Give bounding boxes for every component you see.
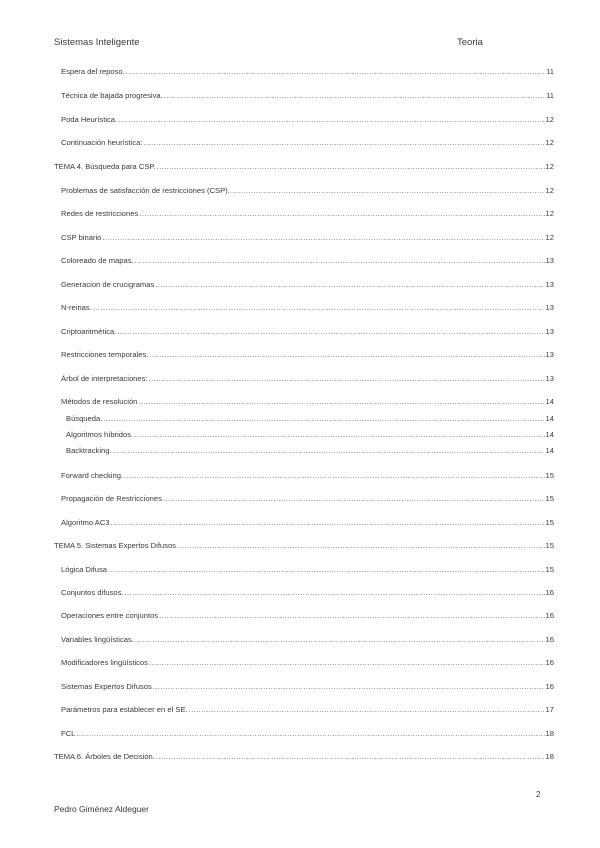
toc-dot-leader — [231, 186, 545, 196]
toc-entry[interactable] — [61, 280, 554, 290]
toc-dot-leader — [139, 209, 544, 219]
toc-entry-title: Algoritmo AC3 — [61, 518, 110, 527]
toc-dot-leader — [132, 430, 545, 440]
toc-entry-title: Coloreado de mapas. — [61, 256, 134, 265]
toc-entry-title: Redes de restricciones — [61, 209, 139, 218]
toc-dot-leader — [149, 374, 545, 384]
toc-entry[interactable] — [61, 494, 554, 504]
toc-entry[interactable] — [66, 446, 554, 456]
toc-entry[interactable] — [61, 705, 554, 715]
toc-entry[interactable] — [54, 541, 554, 551]
toc-entry-page: 16 — [545, 588, 554, 597]
toc-entry-title: FCL — [61, 729, 76, 738]
toc-entry-page: 12 — [545, 209, 554, 218]
footer-author: Pedro Giménez Aldeguer — [54, 804, 149, 814]
toc-dot-leader — [126, 67, 545, 77]
toc-dot-leader — [155, 280, 544, 290]
toc-dot-leader — [177, 541, 545, 551]
toc-entry-page: 13 — [545, 303, 554, 312]
toc-entry[interactable] — [61, 682, 554, 692]
toc-entry[interactable] — [61, 327, 554, 337]
toc-entry-page: 12 — [545, 138, 554, 147]
toc-dot-leader — [111, 518, 545, 528]
toc-entry[interactable] — [61, 397, 554, 407]
toc-entry-title: TEMA 6. Árboles de Decisión. — [54, 752, 155, 761]
toc-entry[interactable] — [61, 91, 554, 101]
toc-entry-page: 11 — [546, 91, 554, 100]
toc-entry-title: Búsqueda. — [66, 414, 103, 423]
toc-entry-title: Técnica de bajada progresiva. — [61, 91, 163, 100]
toc-dot-leader — [76, 729, 544, 739]
toc-dot-leader — [143, 138, 544, 148]
toc-entry-page: 14 — [545, 397, 554, 406]
toc-entry-title: Forward checking. — [61, 471, 124, 480]
toc-entry-title: Espera del reposo. — [61, 67, 125, 76]
toc-entry-page: 12 — [545, 115, 554, 124]
toc-entry-page: 13 — [545, 256, 554, 265]
toc-entry-title: Operaciones entre conjuntos — [61, 611, 159, 620]
toc-entry-page: 13 — [545, 327, 554, 336]
toc-entry-title: Modificadores lingüísticos — [61, 658, 148, 667]
toc-entry-title: Propagación de Restricciones — [61, 494, 162, 503]
toc-entry-title: Conjuntos difusos. — [61, 588, 124, 597]
toc-dot-leader — [124, 588, 544, 598]
toc-entry[interactable] — [61, 350, 554, 360]
toc-dot-leader — [113, 446, 545, 456]
toc-dot-leader — [93, 303, 545, 313]
toc-entry-page: 13 — [545, 374, 554, 383]
toc-entry-page: 11 — [546, 67, 554, 76]
toc-dot-leader — [138, 397, 544, 407]
toc-dot-leader — [118, 115, 544, 125]
toc-entry[interactable] — [61, 115, 554, 125]
toc-dot-leader — [157, 162, 545, 172]
toc-entry-title: Variables lingüísticas. — [61, 635, 134, 644]
toc-entry[interactable] — [66, 430, 554, 440]
toc-entry-title: Generacion de crucigramas — [61, 280, 155, 289]
toc-entry-title: TEMA 5. Sistemas Expertos Difusos — [54, 541, 176, 550]
toc-entry-title: Restricciones temporales. — [61, 350, 149, 359]
header-section-label: Teoria — [457, 37, 483, 48]
toc-entry[interactable] — [61, 518, 554, 528]
toc-entry-page: 14 — [545, 414, 554, 423]
toc-entry-page: 14 — [545, 430, 554, 439]
toc-entry-page: 16 — [545, 611, 554, 620]
toc-entry-title: N-reinas. — [61, 303, 92, 312]
toc-dot-leader — [164, 91, 545, 101]
toc-dot-leader — [156, 752, 545, 762]
toc-entry-page: 12 — [545, 186, 554, 195]
toc-entry[interactable] — [61, 186, 554, 196]
toc-entry-page: 16 — [545, 658, 554, 667]
toc-entry[interactable] — [61, 374, 554, 384]
toc-entry-title: Problemas de satisfacción de restricciones (CSP). — [61, 186, 230, 195]
toc-entry-title: TEMA 4. Búsqueda para CSP. — [54, 162, 156, 171]
toc-entry-page: 14 — [545, 446, 554, 455]
toc-entry-page: 15 — [545, 565, 554, 574]
toc-entry-title: Backtracking. — [66, 446, 112, 455]
toc-entry-page: 15 — [545, 494, 554, 503]
toc-dot-leader — [124, 471, 545, 481]
toc-entry-page: 16 — [545, 635, 554, 644]
toc-entry-page: 15 — [545, 541, 554, 550]
toc-entry[interactable] — [54, 752, 554, 762]
toc-entry-title: Algoritmos híbridos — [66, 430, 131, 439]
toc-dot-leader — [108, 565, 545, 575]
toc-entry-page: 16 — [545, 682, 554, 691]
toc-entry-page: 17 — [545, 705, 554, 714]
toc-dot-leader — [103, 414, 544, 424]
toc-entry[interactable] — [61, 611, 554, 621]
toc-entry-title: Parámetros para establecer en el SE. — [61, 705, 188, 714]
toc-entry-title: Métodos de resolución — [61, 397, 138, 406]
toc-dot-leader — [135, 256, 545, 266]
toc-entry-page: 18 — [545, 752, 554, 761]
toc-entry-title: Criptoaritmética. — [61, 327, 117, 336]
toc-entry-title: Árbol de interpretaciones: — [61, 374, 148, 383]
toc-entry-page: 12 — [545, 233, 554, 242]
toc-entry[interactable] — [61, 565, 554, 575]
toc-dot-leader — [153, 682, 545, 692]
toc-entry[interactable] — [61, 303, 554, 313]
toc-dot-leader — [159, 611, 544, 621]
toc-dot-leader — [189, 705, 545, 715]
toc-entry[interactable] — [61, 658, 554, 668]
toc-dot-leader — [149, 658, 545, 668]
toc-entry[interactable] — [66, 414, 554, 424]
toc-entry-page: 13 — [545, 280, 554, 289]
toc-entry-page: 13 — [545, 350, 554, 359]
toc-entry[interactable] — [61, 209, 554, 219]
toc-entry-title: Lógica Difusa — [61, 565, 108, 574]
toc-entry[interactable] — [61, 729, 554, 739]
header-document-title: Sistemas Inteligente — [54, 37, 140, 48]
toc-entry-title: Continuación heurística: — [61, 138, 143, 147]
toc-entry-title: Sistemas Expertos Difusos — [61, 682, 152, 691]
toc-entry-page: 18 — [545, 729, 554, 738]
toc-entry-page: 15 — [545, 471, 554, 480]
toc-dot-leader — [149, 350, 544, 360]
toc-entry[interactable] — [61, 138, 554, 148]
toc-dot-leader — [102, 233, 544, 243]
toc-entry[interactable] — [61, 635, 554, 645]
toc-entry[interactable] — [54, 162, 554, 172]
toc-entry-title: CSP binario — [61, 233, 102, 242]
toc-entry-page: 15 — [545, 518, 554, 527]
toc-dot-leader — [117, 327, 544, 337]
page-number: 2 — [536, 790, 541, 799]
toc-entry[interactable] — [61, 67, 554, 77]
toc-entry[interactable] — [61, 256, 554, 266]
toc-entry[interactable] — [61, 471, 554, 481]
toc-dot-leader — [163, 494, 545, 504]
toc-entry[interactable] — [61, 588, 554, 598]
toc-entry[interactable] — [61, 233, 554, 243]
toc-entry-title: Poda Heurística. — [61, 115, 118, 124]
toc-dot-leader — [135, 635, 545, 645]
toc-entry-page: 12 — [545, 162, 554, 171]
